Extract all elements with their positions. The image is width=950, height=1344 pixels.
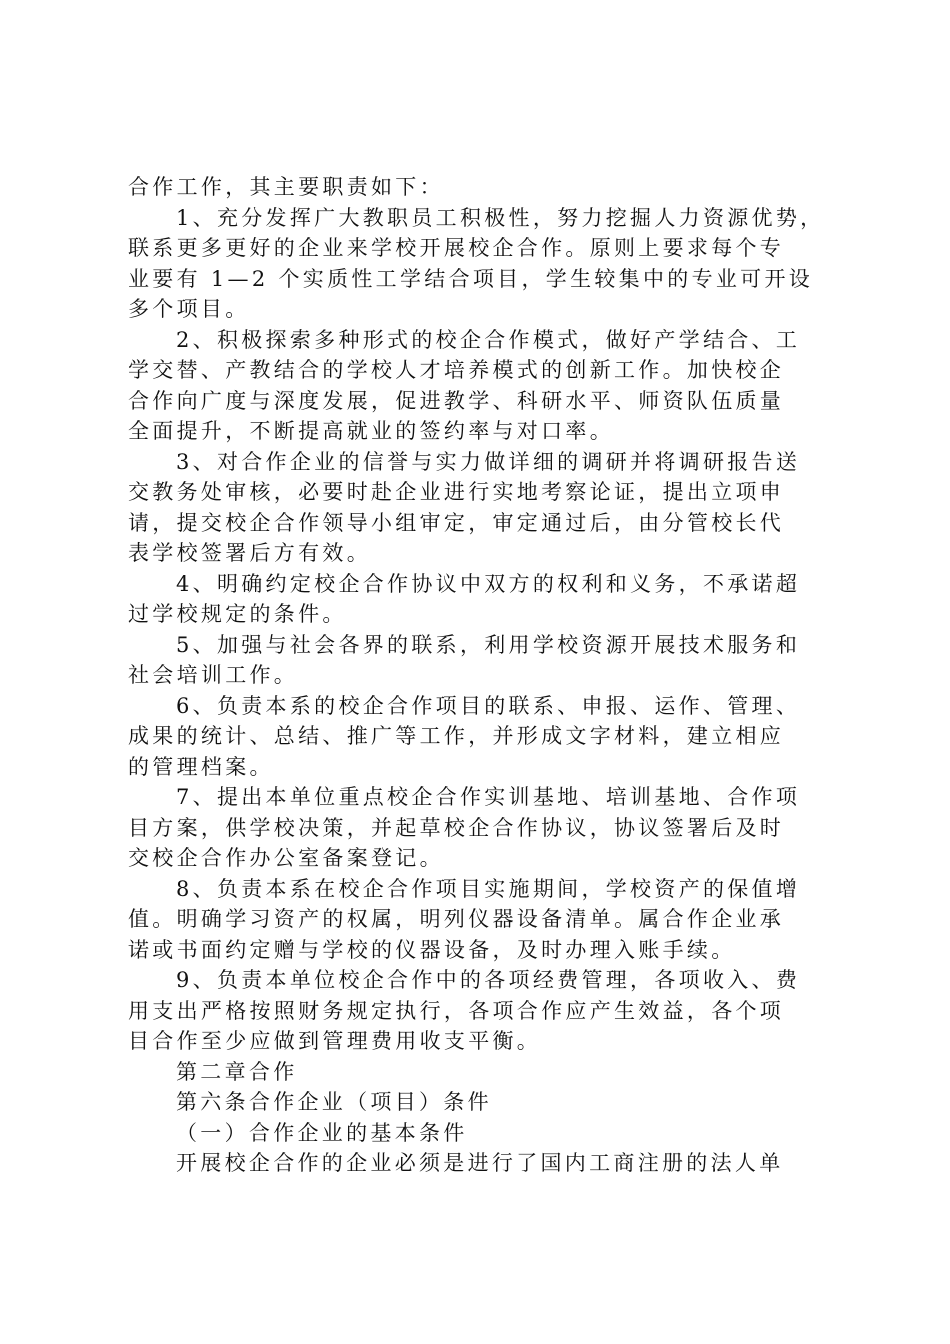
text-line: 社会培训工作。: [128, 663, 299, 687]
text-line: 联系更多更好的企业来学校开展校企合作。原则上要求每个专: [128, 236, 785, 260]
text-line: 开展校企合作的企业必须是进行了国内工商注册的法人单: [176, 1151, 784, 1175]
text-line: 第六条合作企业（项目）条件: [176, 1090, 492, 1114]
text-line: 用支出严格按照财务规定执行，各项合作应产生效益，各个项: [128, 998, 785, 1023]
text-line: 成果的统计、总结、推广等工作，并形成文字材料，建立相应: [128, 724, 785, 748]
text-line: 目方案，供学校决策，并起草校企合作协议，协议签署后及时: [128, 815, 785, 840]
text-line: 7、提出本单位重点校企合作实训基地、培训基地、合作项: [176, 785, 801, 809]
text-line: 诺或书面约定赠与学校的仪器设备，及时办理入账手续。: [128, 937, 736, 962]
text-line: 1、充分发挥广大教职员工积极性，努力挖掘人力资源优势，: [176, 205, 825, 230]
text-line: 4、明确约定校企合作协议中双方的权利和义务，不承诺超: [176, 571, 801, 596]
text-line: 值。明确学习资产的权属，明列仪器设备清单。属合作企业承: [128, 907, 785, 931]
text-line: 的管理档案。: [128, 754, 274, 779]
text-line: 合作向广度与深度发展，促进教学、科研水平、师资队伍质量: [128, 388, 785, 413]
text-line: 5、加强与社会各界的联系，利用学校资源开展技术服务和: [176, 632, 801, 657]
text-line: 业要有 1—2 个实质性工学结合项目，学生较集中的专业可开设: [128, 266, 814, 291]
text-line: 3、对合作企业的信誉与实力做详细的调研并将调研报告送: [176, 449, 801, 474]
text-line: 过学校规定的条件。: [128, 602, 347, 626]
document-body: [128, 172, 838, 1179]
text-line: 交校企合作办公室备案登记。: [128, 846, 444, 870]
text-line: 合作工作，其主要职责如下：: [128, 175, 444, 199]
text-line: 全面提升，不断提高就业的签约率与对口率。: [128, 419, 614, 443]
text-line: 表学校签署后方有效。: [128, 541, 371, 565]
text-line: 交教务处审核，必要时赴企业进行实地考察论证，提出立项申: [128, 480, 785, 504]
text-line: 第二章合作: [176, 1059, 298, 1084]
text-line: 学交替、产教结合的学校人才培养模式的创新工作。加快校企: [128, 358, 785, 382]
text-line: 请，提交校企合作领导小组审定，审定通过后，由分管校长代: [128, 510, 785, 535]
text-line: 多个项目。: [128, 297, 250, 321]
text-line: 8、负责本系在校企合作项目实施期间，学校资产的保值增: [176, 876, 801, 901]
text-line: 目合作至少应做到管理费用收支平衡。: [128, 1029, 542, 1053]
text-line: 9、负责本单位校企合作中的各项经费管理，各项收入、费: [176, 968, 801, 992]
text-line: 6、负责本系的校企合作项目的联系、申报、运作、管理、: [176, 693, 801, 718]
text-line: （一）合作企业的基本条件: [176, 1120, 468, 1145]
text-line: 2、积极探索多种形式的校企合作模式，做好产学结合、工: [176, 327, 801, 352]
